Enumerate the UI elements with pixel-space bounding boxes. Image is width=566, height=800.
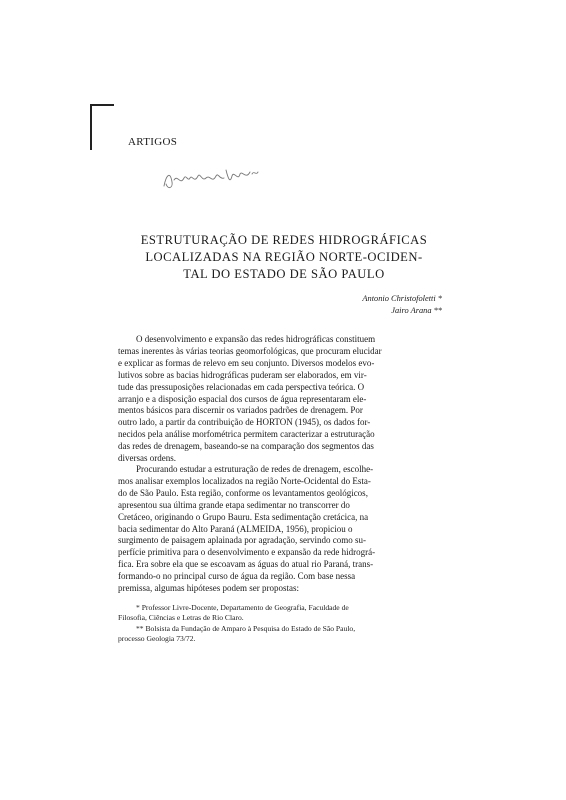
text-line: bacia sedimentar do Alto Paraná (ALMEIDA, 1956), propiciou o [118,523,353,534]
text-line: mos analisar exemplos localizados na região Norte-Ocidental do Esta- [118,475,371,486]
text-line: Cretáceo, originando o Grupo Bauru. Esta sedimentação cretácica, na [118,511,369,522]
footnote-line: ** Bolsista da Fundação de Amparo à Pesquisa do Estado de São Paulo, [136,623,356,633]
text-line: perfície primitiva para o desenvolvimento e expansão da rede hidrográ- [118,547,376,558]
text-line: formando-o no principal curso de água da região. Com base nessa [118,571,356,582]
author-list [250,293,442,317]
text-line: outro lado, a partir da contribuição de HORTON (1945), os dados for- [118,417,371,428]
text-line: e explicar as formas de relevo em seu conjunto. Diversos modelos evo- [118,357,375,368]
text-line: das redes de drenagem, baseando-se na comparação dos segmentos das [118,441,374,452]
handwritten-signature [160,160,280,194]
text-line: O desenvolvimento e expansão das redes hidrográficas constituem [136,334,376,344]
text-line: necidos pela análise morfométrica permitem caracterizar a estruturação [118,429,375,440]
author-name: Jairo Arana ** [391,306,442,315]
title-line: TAL DO ESTADO DE SÃO PAULO [183,267,385,281]
text-line: tude das pressuposições relacionadas em cada perspectiva teórica. O [118,381,365,392]
corner-mark [90,104,114,106]
text-line: surgimento de paisagem aplainada por agradação, servindo como su- [118,535,367,546]
text-line: temas inerentes às várias teorias geomorfológicas, que procuram elucidar [118,345,382,356]
text-line: Procurando estudar a estruturação de redes de drenagem, escolhe- [136,464,374,474]
footnotes [118,603,444,645]
footnote-line: Filosofia, Ciências e Letras de Rio Claro. [118,613,244,623]
text-line: lutivos sobre as bacias hidrográficas puderam ser elaborados, em vir- [118,369,367,380]
title-line: ESTRUTURAÇÃO DE REDES HIDROGRÁFICAS [140,233,428,247]
text-line: do de São Paulo. Esta região, conforme os levantamentos geológicos, [118,487,368,498]
body-paragraph [118,464,444,595]
text-line: mentos básicos para discernir os variados padrões de drenagem. Por [118,405,363,416]
footnote-line: processo Geologia 73/72. [118,634,196,644]
text-line: apresentou sua última grande etapa sedimentar no transcorrer do [118,499,350,510]
article-title [124,232,444,283]
text-line: fica. Era sobre ela que se escoavam as águas do atual rio Paraná, trans- [118,559,374,570]
section-label: ARTIGOS [128,136,178,148]
author-name: Antonio Christofoletti * [362,294,442,303]
body-paragraph [118,334,444,465]
text-line: arranjo e a disposição espacial dos cursos de água representaram ele- [118,393,367,404]
corner-mark-vertical [90,104,92,150]
footnote-line: * Professor Livre-Docente, Departamento de Geografia, Faculdade de [136,603,349,612]
text-line: diversas ordens. [118,453,176,464]
text-line: premissa, algumas hipóteses podem ser propostas: [118,583,299,594]
title-line: LOCALIZADAS NA REGIÃO NORTE-OCIDEN- [145,250,423,264]
